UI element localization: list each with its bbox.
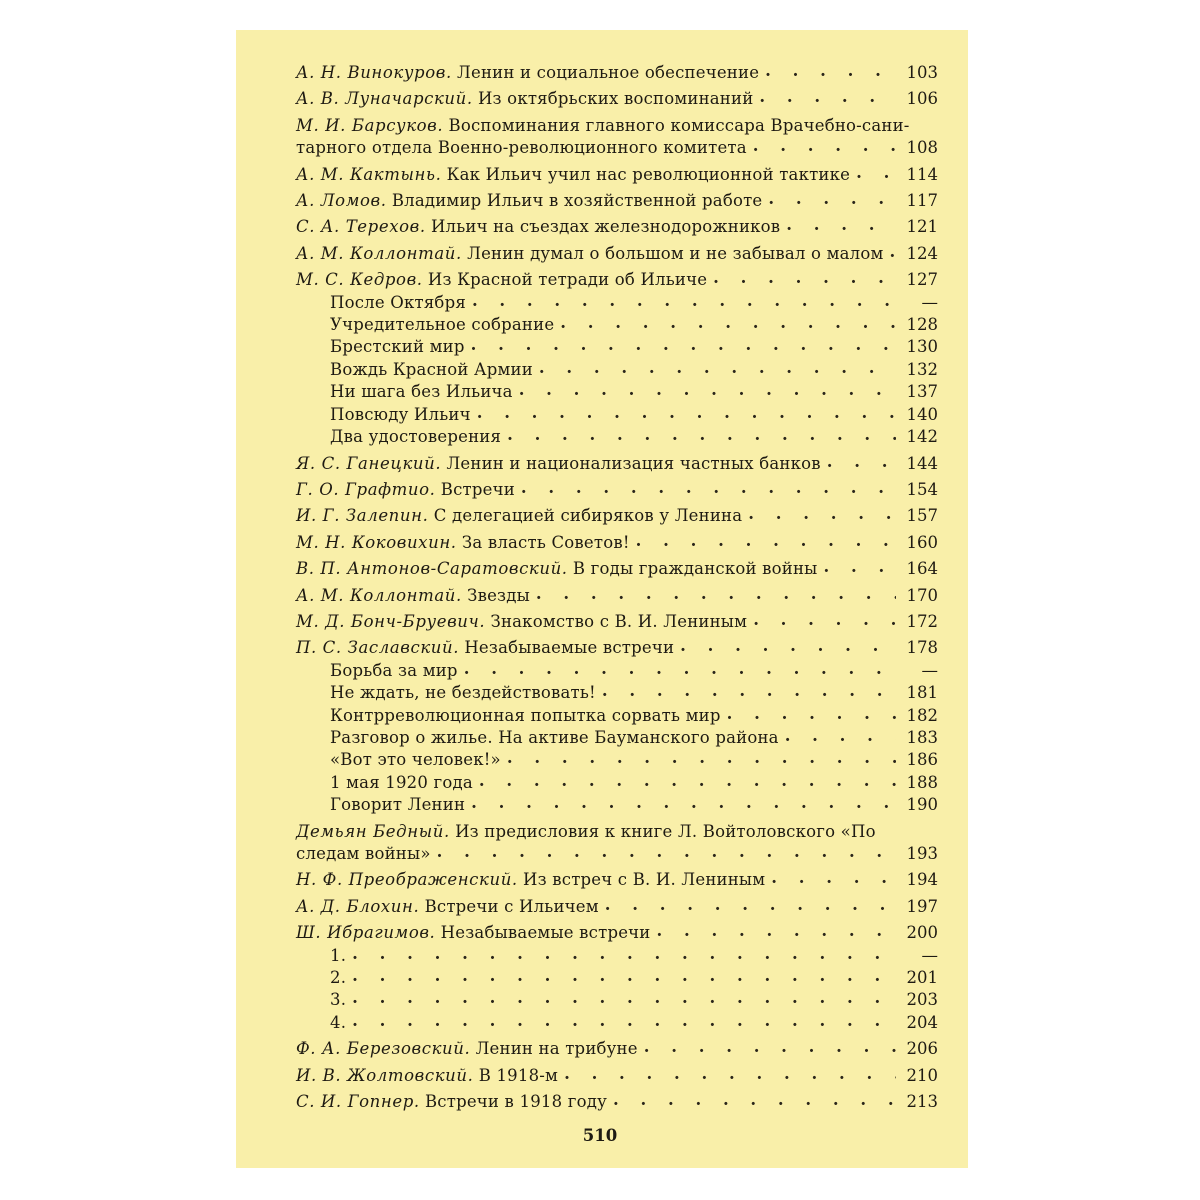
- toc-author: Ф. А. Березовский.: [296, 1039, 471, 1059]
- toc-line: [296, 611, 938, 633]
- toc-page-number: 137: [906, 382, 938, 402]
- dot-leader: [507, 424, 896, 441]
- dot-leader: [613, 1089, 896, 1106]
- toc-subentry-title: Два удостоверения: [330, 427, 502, 447]
- toc-line: [296, 62, 938, 84]
- toc-page-number: 130: [906, 337, 938, 357]
- dot-leader: [827, 451, 896, 468]
- toc-subentry: [296, 292, 938, 314]
- toc-title: Знакомство с В. И. Лениным: [490, 611, 748, 631]
- toc-line: [296, 585, 938, 607]
- dot-leader: [437, 841, 896, 858]
- dot-leader: [748, 503, 896, 520]
- dot-leader: [477, 402, 896, 419]
- toc-entry: [296, 821, 938, 866]
- toc-entry: [296, 88, 938, 110]
- toc-page-number: 132: [906, 359, 938, 379]
- toc-entry: [296, 479, 938, 501]
- toc-entry: [296, 269, 938, 448]
- toc-title-continued: тарного отдела Военно-революционного комитета: [296, 138, 747, 158]
- toc-entry: [296, 1038, 938, 1060]
- dot-leader: [753, 135, 896, 152]
- toc-subentry: [296, 945, 938, 967]
- toc-line: [296, 532, 938, 554]
- toc-entry-text: [296, 88, 753, 110]
- toc-subentry: [296, 772, 938, 794]
- toc-author: С. И. Гопнер.: [296, 1092, 420, 1112]
- toc-title: Из предисловия к книге Л. Войтоловского «По: [455, 821, 876, 841]
- toc-entry-text: [296, 821, 876, 843]
- toc-subentry: [296, 682, 938, 704]
- toc-entry: [296, 190, 938, 212]
- toc-page-number: 206: [906, 1039, 938, 1059]
- toc-line: [296, 505, 938, 527]
- toc-entry: [296, 532, 938, 554]
- toc-author: Г. О. Графтио.: [296, 479, 436, 499]
- toc-page-number: 121: [906, 217, 938, 237]
- toc-line: [296, 821, 938, 843]
- toc-page-number: 200: [906, 923, 938, 943]
- toc-page-number: —: [921, 292, 938, 312]
- toc-subentry: [296, 794, 938, 816]
- toc-author: А. Д. Блохин.: [296, 896, 420, 916]
- toc-page-number: 140: [906, 404, 938, 424]
- toc-author: А. В. Луначарский.: [296, 89, 473, 109]
- dot-leader: [539, 357, 896, 374]
- toc-entry-text: [296, 190, 762, 212]
- toc-subentry: [296, 967, 938, 989]
- toc-author: М. Д. Бонч-Бруевич.: [296, 611, 486, 631]
- toc-page-number: 170: [906, 585, 938, 605]
- toc-page-number: 210: [906, 1065, 938, 1085]
- toc-title: В годы гражданской войны: [572, 559, 818, 579]
- toc-title: Ленин на трибуне: [475, 1039, 638, 1059]
- toc-page-number: 181: [906, 683, 938, 703]
- toc-page-number: 142: [906, 427, 938, 447]
- toc-entry: [296, 611, 938, 633]
- toc-line: [296, 869, 938, 891]
- toc-line: [296, 88, 938, 110]
- toc-page-number: 193: [906, 844, 938, 863]
- toc-title: Из встреч с В. И. Лениным: [523, 870, 766, 890]
- toc-title: В 1918-м: [478, 1065, 559, 1085]
- dot-leader: [713, 267, 896, 284]
- toc-line: [296, 216, 938, 238]
- toc-line: [296, 1065, 938, 1087]
- toc-entry: [296, 558, 938, 580]
- dot-leader: [536, 583, 896, 600]
- toc-subentry-title: Брестский мир: [330, 337, 465, 357]
- toc-entry-text: [296, 611, 747, 633]
- toc-title: С делегацией сибиряков у Ленина: [433, 506, 743, 526]
- toc-entry-text: [296, 115, 910, 137]
- dot-leader: [471, 792, 896, 809]
- toc-subentry: [296, 727, 938, 749]
- toc-page-number: 203: [906, 990, 938, 1010]
- toc-subentry-title: Говорит Ленин: [330, 795, 466, 815]
- toc-page-number: 194: [906, 870, 938, 890]
- toc-author: В. П. Антонов-Саратовский.: [296, 559, 568, 579]
- toc-page-number: 172: [906, 611, 938, 631]
- toc-page-number: 164: [906, 559, 938, 579]
- toc-author: С. А. Терехов.: [296, 217, 426, 237]
- toc-author: М. И. Барсуков.: [296, 115, 444, 135]
- dot-leader: [680, 635, 896, 652]
- dot-leader: [824, 556, 897, 573]
- dot-leader: [856, 162, 896, 179]
- toc-line: [296, 558, 938, 580]
- toc-author: М. Н. Коковихин.: [296, 532, 457, 552]
- toc-author: Демьян Бедный.: [296, 821, 450, 841]
- toc-entry: [296, 869, 938, 891]
- toc-title-continued: следам войны»: [296, 844, 431, 863]
- toc-page-number: 144: [906, 453, 938, 473]
- toc-page-number: 106: [906, 89, 938, 109]
- toc-page-number: 201: [906, 968, 938, 988]
- toc-title: Незабываемые встречи: [440, 923, 651, 943]
- toc-title: Ильич на съездах железнодорожников: [430, 217, 781, 237]
- dot-leader: [352, 1010, 896, 1027]
- toc-page-number: 160: [906, 532, 938, 552]
- toc-page-number: 128: [906, 315, 938, 335]
- dot-leader: [785, 725, 896, 742]
- toc-title: Незабываемые встречи: [464, 638, 675, 658]
- toc-author: М. С. Кедров.: [296, 270, 423, 290]
- toc-entry-text: [296, 1091, 607, 1113]
- toc-subentry-title: Не ждать, не бездействовать!: [330, 683, 596, 703]
- dot-leader: [352, 965, 896, 982]
- toc-page-number: 114: [906, 164, 938, 184]
- toc-entry-text: [296, 216, 780, 238]
- toc-subentry-title: 3.: [330, 990, 347, 1010]
- dot-leader: [507, 747, 896, 764]
- toc-subentry-title: Ни шага без Ильича: [330, 382, 513, 402]
- toc-line: [296, 190, 938, 212]
- dot-leader: [656, 920, 896, 937]
- toc-title: Из Красной тетради об Ильиче: [427, 270, 708, 290]
- toc-entry: [296, 243, 938, 265]
- toc-title: Владимир Ильич в хозяйственной работе: [391, 191, 763, 211]
- toc-subentry-title: 1.: [330, 945, 347, 965]
- dot-leader: [636, 530, 896, 547]
- toc-entry: [296, 637, 938, 816]
- toc-author: Я. С. Ганецкий.: [296, 453, 442, 473]
- toc-entry: [296, 62, 938, 84]
- toc-line: [296, 843, 938, 865]
- toc-entry-text: [296, 558, 818, 580]
- toc-author: И. Г. Залепин.: [296, 506, 429, 526]
- toc-page-number: 182: [906, 705, 938, 725]
- toc-subentry-title: 1 мая 1920 года: [330, 772, 473, 792]
- dot-leader: [759, 86, 896, 103]
- toc-line: [296, 1091, 938, 1113]
- toc-author: П. С. Заславский.: [296, 638, 460, 658]
- toc-title: Звезды: [467, 585, 530, 605]
- toc-subentry-title: 2.: [330, 968, 347, 988]
- toc-author: А. М. Кактынь.: [296, 164, 442, 184]
- dot-leader: [768, 188, 896, 205]
- toc-page-number: 204: [906, 1012, 938, 1032]
- toc-entry: [296, 1065, 938, 1087]
- toc-title: За власть Советов!: [461, 532, 630, 552]
- toc-subentry: [296, 660, 938, 682]
- toc-entry: [296, 922, 938, 1034]
- dot-leader: [352, 987, 896, 1004]
- toc-line: [296, 637, 938, 659]
- dot-leader: [352, 943, 896, 960]
- toc-subentry: [296, 1012, 938, 1034]
- dot-leader: [765, 60, 896, 77]
- dot-leader: [471, 334, 896, 351]
- table-of-contents: [296, 62, 938, 1113]
- toc-author: И. В. Жолтовский.: [296, 1065, 474, 1085]
- toc-entry: [296, 164, 938, 186]
- toc-subentry-title: Вождь Красной Армии: [330, 359, 533, 379]
- toc-entry: [296, 505, 938, 527]
- toc-entry-text: [296, 269, 707, 291]
- toc-page-number: 108: [906, 138, 938, 158]
- toc-title: Встречи: [440, 479, 515, 499]
- toc-line: [296, 269, 938, 291]
- toc-page-number: —: [921, 660, 938, 680]
- toc-title: Как Ильич учил нас революционной тактике: [446, 164, 851, 184]
- toc-line: [296, 1038, 938, 1060]
- toc-author: Ш. Ибрагимов.: [296, 923, 436, 943]
- toc-entry-text: [296, 243, 884, 265]
- toc-subentry: [296, 989, 938, 1011]
- toc-line: [296, 115, 938, 137]
- toc-entry-text: [296, 453, 821, 475]
- toc-page-number: 117: [906, 191, 938, 211]
- toc-entry-text: [296, 585, 530, 607]
- dot-leader: [753, 609, 896, 626]
- toc-page-number: 213: [906, 1092, 938, 1112]
- toc-entry: [296, 896, 938, 918]
- dot-leader: [771, 867, 896, 884]
- dot-leader: [560, 312, 896, 329]
- toc-page-number: 127: [906, 270, 938, 290]
- toc-author: А. М. Коллонтай.: [296, 243, 462, 263]
- page-number: 510: [582, 1126, 618, 1145]
- dot-leader: [479, 770, 896, 787]
- toc-author: Н. Ф. Преображенский.: [296, 870, 518, 890]
- toc-subentry-title: Контрреволюционная попытка сорвать мир: [330, 705, 721, 725]
- toc-line: [296, 896, 938, 918]
- toc-subentry: [296, 381, 938, 403]
- toc-entry-text: [296, 896, 599, 918]
- toc-page-number: 178: [906, 638, 938, 658]
- toc-subentry: [296, 314, 938, 336]
- toc-page-number: 124: [906, 243, 938, 263]
- toc-subentry-title: Учредительное собрание: [330, 315, 555, 335]
- toc-entry-text: [296, 532, 630, 554]
- dot-leader: [605, 894, 896, 911]
- toc-entry-text: [296, 164, 850, 186]
- dot-leader: [602, 680, 896, 697]
- toc-entry-text: [296, 922, 650, 944]
- dot-leader: [786, 214, 896, 231]
- toc-title: Ленин думал о большом и не забывал о малом: [467, 243, 884, 263]
- toc-entry: [296, 585, 938, 607]
- toc-page-number: 188: [906, 772, 938, 792]
- toc-line: [296, 453, 938, 475]
- toc-subentry: [296, 426, 938, 448]
- toc-line: [296, 137, 938, 159]
- toc-page-number: 154: [906, 479, 938, 499]
- toc-page-number: 157: [906, 506, 938, 526]
- toc-title: Встречи с Ильичем: [424, 896, 599, 916]
- toc-subentry: [296, 359, 938, 381]
- toc-entry-text: [296, 505, 742, 527]
- toc-subentry-title: Повсюду Ильич: [330, 404, 471, 424]
- toc-line: [296, 164, 938, 186]
- toc-entry-text: [296, 1038, 638, 1060]
- toc-subentry: [296, 749, 938, 771]
- toc-line: [296, 243, 938, 265]
- dot-leader: [564, 1063, 896, 1080]
- toc-page-number: —: [921, 945, 938, 965]
- dot-leader: [644, 1036, 896, 1053]
- toc-title: Встречи в 1918 году: [424, 1092, 607, 1112]
- toc-line: [296, 922, 938, 944]
- toc-page-number: 183: [906, 727, 938, 747]
- toc-subentry: [296, 404, 938, 426]
- toc-author: А. Ломов.: [296, 191, 387, 211]
- toc-subentry-title: После Октября: [330, 292, 466, 312]
- toc-title: Ленин и социальное обеспечение: [457, 63, 760, 82]
- toc-entry-text: [296, 637, 674, 659]
- toc-author: А. Н. Винокуров.: [296, 63, 452, 82]
- toc-page-number: 190: [906, 795, 938, 815]
- toc-entry-text: [296, 62, 759, 84]
- toc-subentry: [296, 705, 938, 727]
- dot-leader: [464, 658, 896, 675]
- dot-leader: [727, 703, 896, 720]
- dot-leader: [521, 477, 896, 494]
- toc-entry: [296, 115, 938, 160]
- toc-entry-text: [296, 869, 765, 891]
- toc-page-number: 197: [906, 896, 938, 916]
- toc-title: Из октябрьских воспоминаний: [477, 89, 754, 109]
- toc-line: [296, 479, 938, 501]
- toc-entry-text: [296, 1065, 558, 1087]
- toc-subentry-title: Борьба за мир: [330, 660, 458, 680]
- dot-leader: [890, 241, 897, 258]
- dot-leader: [519, 379, 896, 396]
- toc-title: Воспоминания главного комиссара Врачебно-сани-: [448, 115, 910, 135]
- toc-entry: [296, 1091, 938, 1113]
- toc-subentry-title: 4.: [330, 1012, 347, 1032]
- toc-entry: [296, 216, 938, 238]
- toc-page-number: 103: [906, 63, 938, 82]
- dot-leader: [472, 290, 896, 307]
- toc-subentry-title: Разговор о жилье. На активе Бауманского района: [330, 727, 779, 747]
- toc-entry: [296, 453, 938, 475]
- toc-author: А. М. Коллонтай.: [296, 585, 462, 605]
- toc-subentry: [296, 336, 938, 358]
- toc-title: Ленин и национализация частных банков: [446, 453, 821, 473]
- toc-page-number: 186: [906, 750, 938, 770]
- toc-subentry-title: «Вот это человек!»: [330, 750, 501, 770]
- toc-entry-text: [296, 479, 515, 501]
